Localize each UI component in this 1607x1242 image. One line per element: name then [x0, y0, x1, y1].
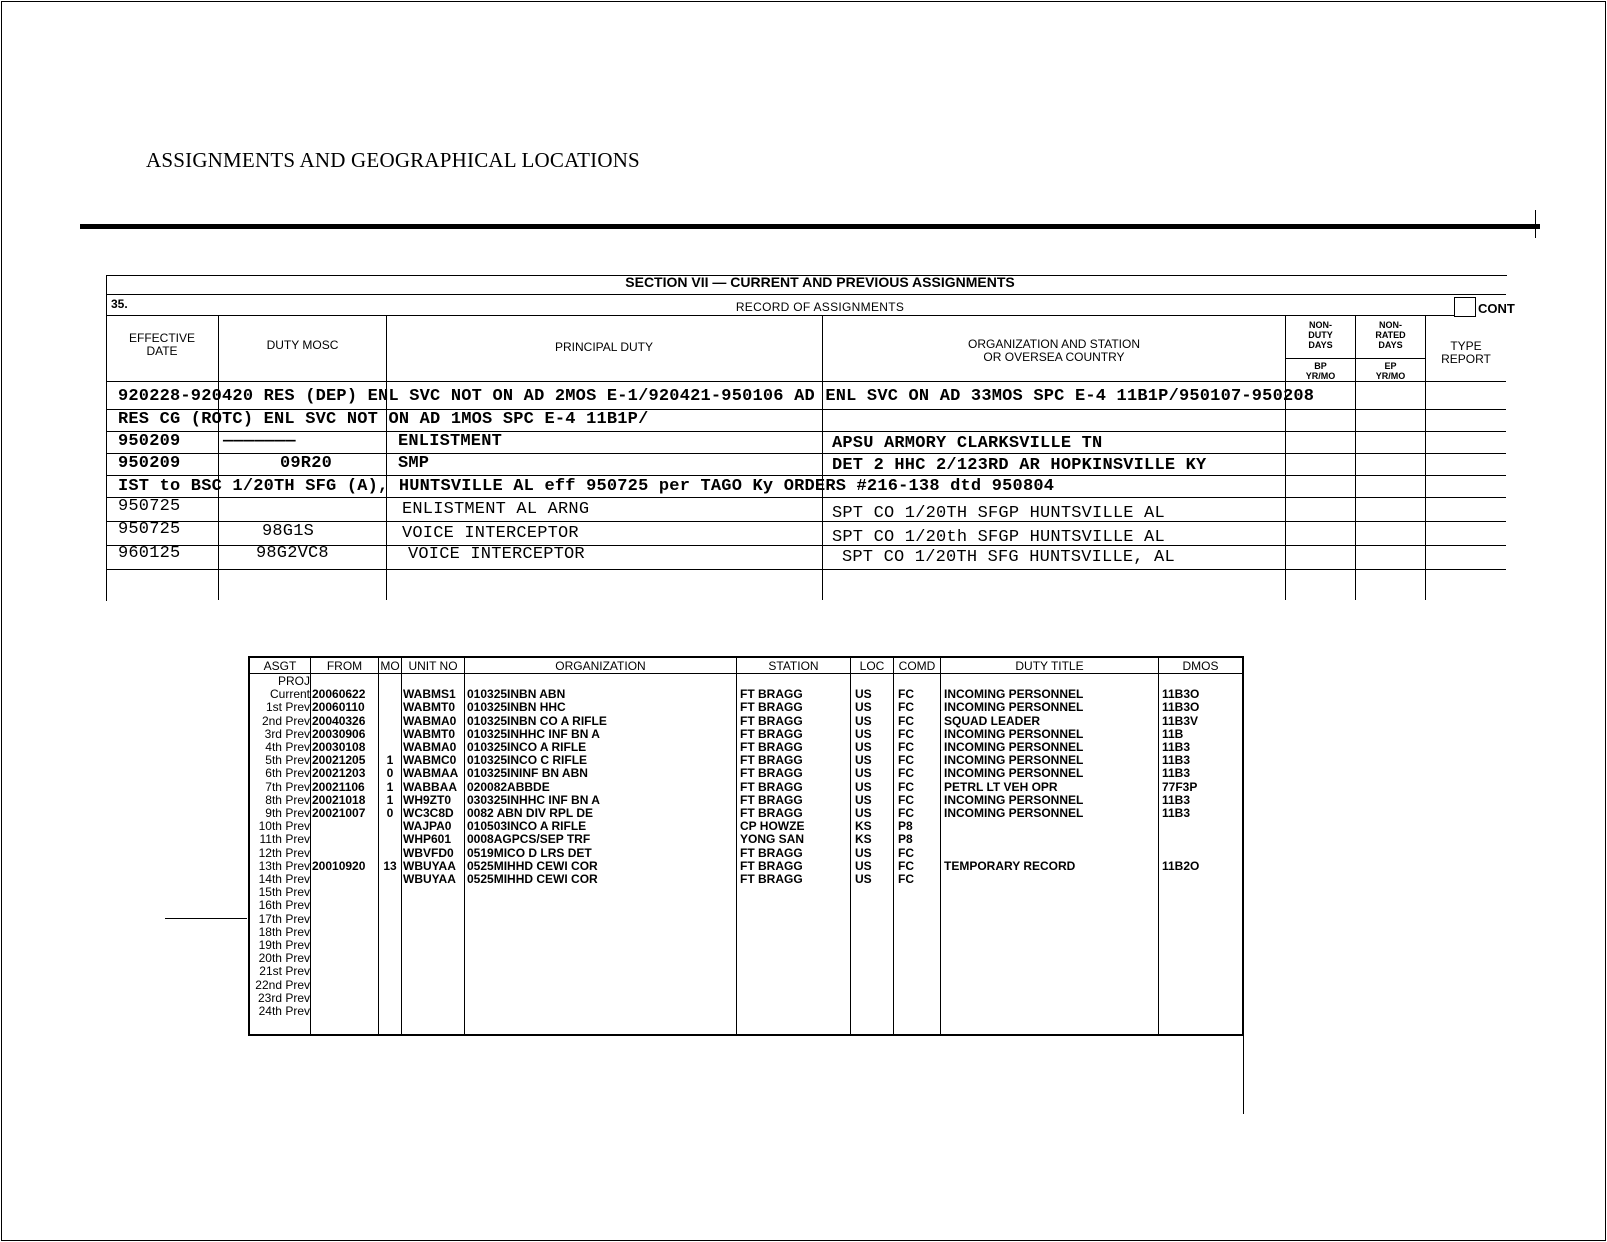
organization: 010325ININF BN ABN	[467, 766, 588, 781]
record-line: IST to BSC 1/20TH SFG (A), HUNTSVILLE AL eff 950725 per TAGO Ky ORDERS #216-138 dtd 950804	[118, 477, 1055, 496]
command: FC	[898, 740, 914, 754]
principal-duty: VOICE INTERCEPTOR	[402, 524, 579, 543]
column-divider	[1355, 315, 1356, 600]
header-comd: COMD	[898, 659, 936, 673]
duty-mosc: ———————	[223, 432, 296, 451]
principal-duty: ENLISTMENT AL ARNG	[402, 500, 590, 519]
header-rule	[250, 673, 1242, 674]
organization: 0082 ABN DIV RPL DE	[467, 806, 594, 820]
asgt-label: 22nd Prev	[255, 977, 310, 992]
header-non-duty-days: NON- DUTY DAYS	[1308, 320, 1333, 350]
table-row	[250, 807, 1242, 820]
location: US	[855, 845, 872, 860]
item-number: 35.	[111, 297, 128, 311]
station: FT BRAGG	[740, 845, 803, 860]
header-mo: MO	[380, 659, 400, 673]
station: FT BRAGG	[740, 779, 803, 794]
page-title: ASSIGNMENTS AND GEOGRAPHICAL LOCATIONS	[146, 148, 640, 172]
unit-no: WABMT0	[403, 726, 455, 741]
asgt-label: 14th Prev	[258, 872, 310, 886]
header-unit-no: UNIT NO	[408, 659, 458, 673]
station: FT BRAGG	[740, 753, 803, 768]
table-row	[250, 926, 1242, 939]
column-divider	[822, 315, 823, 600]
asgt-label: 16th Prev	[258, 898, 310, 913]
duty-title: INCOMING PERSONNEL	[944, 740, 1084, 754]
effective-date: 960125	[118, 544, 181, 563]
duty-title: TEMPORARY RECORD	[944, 858, 1076, 873]
cont-label: CONT	[1478, 301, 1515, 316]
duty-title: INCOMING PERSONNEL	[944, 792, 1084, 807]
asgt-label: 9th Prev	[265, 806, 310, 820]
header-asgt: ASGT	[263, 659, 297, 673]
organization: 0008AGPCS/SEP TRF	[467, 832, 591, 847]
command: FC	[898, 766, 914, 781]
rule	[106, 521, 1506, 522]
location: US	[855, 726, 872, 741]
header-organization: ORGANIZATION	[555, 659, 646, 673]
asgt-label: 23rd Prev	[257, 990, 310, 1005]
dmos: 11B3	[1162, 766, 1191, 781]
organization-station: DET 2 HHC 2/123RD AR HOPKINSVILLE KY	[832, 456, 1207, 475]
location: US	[855, 792, 872, 807]
command: P8	[898, 819, 913, 834]
organization: 010503INCO A RIFLE	[467, 819, 587, 834]
principal-duty: ENLISTMENT	[398, 432, 503, 451]
header-organization-station: ORGANIZATION AND STATION OR OVERSEA COUNTRY	[967, 337, 1140, 364]
table-row	[250, 860, 1242, 873]
asgt-label: 7th Prev	[265, 779, 310, 794]
organization-station: SPT CO 1/20TH SFG HUNTSVILLE, AL	[842, 548, 1175, 567]
asgt-label: 19th Prev	[258, 938, 310, 952]
table-row	[250, 741, 1242, 754]
organization: 010325INHHC INF BN A	[467, 726, 600, 741]
unit-no: WABMA0	[403, 740, 457, 754]
command: P8	[898, 832, 913, 847]
organization: 030325INHHC INF BN A	[467, 792, 600, 807]
table-row	[250, 939, 1242, 952]
stray-mark	[1243, 674, 1244, 1114]
asgt-label: 21st Prev	[259, 964, 310, 979]
duty-title: INCOMING PERSONNEL	[944, 766, 1084, 781]
command: FC	[898, 845, 914, 860]
table-row	[250, 754, 1242, 767]
header-station: STATION	[768, 659, 819, 673]
header-duty-mosc: DUTY MOSC	[266, 338, 339, 352]
organization-station: SPT CO 1/20TH SFGP HUNTSVILLE AL	[832, 504, 1165, 523]
dmos: 11B3	[1162, 792, 1191, 807]
station: FT BRAGG	[740, 858, 803, 873]
dmos: 11B3V	[1162, 713, 1199, 728]
dmos: 11B3	[1162, 753, 1191, 768]
header-loc: LOC	[859, 659, 885, 673]
table-row	[250, 781, 1242, 794]
column-divider	[386, 315, 387, 600]
dmos: 11B2O	[1162, 858, 1200, 873]
station: CP HOWZE	[740, 819, 805, 834]
table-row	[250, 952, 1242, 965]
table-row	[250, 886, 1242, 899]
dmos: 11B3	[1162, 806, 1191, 820]
form-top-rule	[80, 224, 1540, 229]
column-divider	[218, 315, 219, 600]
station: FT BRAGG	[740, 713, 803, 728]
from-date: 20021018	[312, 792, 366, 807]
location: US	[855, 687, 872, 702]
section-title: SECTION VII — CURRENT AND PREVIOUS ASSIGNMENTS	[625, 274, 1015, 290]
months: 0	[386, 766, 394, 781]
command: FC	[898, 779, 914, 794]
unit-no: WAJPA0	[403, 819, 452, 834]
table-row	[250, 688, 1242, 701]
months: 1	[386, 779, 394, 794]
cont-checkbox[interactable]	[1454, 297, 1476, 317]
stray-mark	[165, 918, 247, 919]
duty-title: INCOMING PERSONNEL	[944, 700, 1084, 715]
organization-station: SPT CO 1/20th SFGP HUNTSVILLE AL	[832, 528, 1165, 547]
asgt-label: 24th Prev	[258, 1004, 310, 1018]
location: US	[855, 753, 872, 768]
station: FT BRAGG	[740, 872, 803, 886]
asgt-label: 11th Prev	[259, 832, 310, 847]
asgt-label: 12th Prev	[258, 845, 310, 860]
organization: 0519MICO D LRS DET	[467, 845, 592, 860]
asgt-label: 3rd Prev	[264, 726, 310, 741]
location: US	[855, 740, 872, 754]
column-divider	[1285, 315, 1286, 600]
asgt-label: Current	[269, 687, 310, 702]
asgt-label: 6th Prev	[265, 766, 310, 781]
location: US	[855, 713, 872, 728]
table-row	[250, 715, 1242, 728]
table-row	[250, 899, 1242, 912]
location: US	[855, 700, 872, 715]
location: US	[855, 872, 872, 886]
table-row	[250, 1005, 1242, 1018]
unit-no: WHP601	[403, 832, 452, 847]
command: FC	[898, 858, 914, 873]
record-line: 920228-920420 RES (DEP) ENL SVC NOT ON AD 2MOS E-1/920421-950106 AD ENL SVC ON AD 33MOS SPC E-4 11B1P/950107-950208	[118, 387, 1315, 406]
rule	[106, 497, 1506, 498]
location: US	[855, 858, 872, 873]
months: 0	[386, 806, 394, 820]
effective-date: 950209	[118, 454, 181, 473]
dmos: 11B3O	[1162, 700, 1200, 715]
rule	[106, 569, 1506, 570]
header-non-rated-days: NON- RATED DAYS	[1375, 320, 1406, 350]
duty-mosc: 98G2VC8	[256, 544, 329, 563]
unit-no: WC3C8D	[403, 806, 454, 820]
header-effective-date: EFFECTIVE DATE	[128, 331, 195, 358]
organization: 0525MIHHD CEWI COR	[467, 858, 598, 873]
rule	[106, 475, 1506, 476]
record-line: RES CG (ROTC) ENL SVC NOT ON AD 1MOS SPC E-4 11B1P/	[118, 410, 649, 429]
organization: 010325INCO C RIFLE	[467, 753, 588, 768]
station: FT BRAGG	[740, 792, 803, 807]
asgt-label: 15th Prev	[258, 885, 310, 900]
table-row	[250, 965, 1242, 978]
command: FC	[898, 700, 914, 715]
dmos: 11B3O	[1162, 687, 1200, 702]
unit-no: WABMT0	[403, 700, 455, 715]
table-row	[250, 979, 1242, 992]
from-date: 20040326	[312, 713, 366, 728]
duty-mosc: 98G1S	[262, 522, 315, 541]
asgt-label: 2nd Prev	[261, 713, 310, 728]
asgt-label: 1st Prev	[265, 700, 310, 715]
duty-title: SQUAD LEADER	[944, 713, 1041, 728]
assignment-record-form	[80, 224, 1540, 604]
asgt-label: 10th Prev	[258, 819, 310, 834]
table-row	[250, 833, 1242, 846]
months: 1	[386, 753, 394, 768]
header-ep-yrmo: EP YR/MO	[1375, 361, 1406, 381]
from-date: 20060622	[312, 687, 366, 702]
record-title: RECORD OF ASSIGNMENTS	[735, 300, 905, 314]
asgt-label: PROJ	[277, 674, 310, 688]
asgt-label: 5th Prev	[265, 753, 310, 768]
location: KS	[855, 832, 872, 847]
dmos: 77F3P	[1162, 779, 1198, 794]
effective-date: 950725	[118, 520, 181, 539]
organization: 010325INBN HHC	[467, 700, 566, 715]
assignment-history-table	[248, 656, 1244, 1036]
asgt-label: 13th Prev	[258, 858, 310, 873]
stray-mark	[1535, 210, 1536, 238]
from-date: 20030108	[312, 740, 366, 754]
location: US	[855, 806, 872, 820]
from-date: 20021203	[312, 766, 366, 781]
header-principal-duty: PRINCIPAL DUTY	[554, 340, 653, 354]
from-date: 20021106	[312, 779, 365, 794]
rule	[106, 431, 1506, 432]
header-type-report: TYPE REPORT	[1441, 339, 1491, 366]
duty-title: INCOMING PERSONNEL	[944, 687, 1084, 702]
organization: 0525MIHHD CEWI COR	[467, 872, 598, 886]
header-duty-title: DUTY TITLE	[1015, 659, 1084, 673]
location: US	[855, 779, 872, 794]
table-row	[250, 913, 1242, 926]
duty-title: PETRL LT VEH OPR	[944, 779, 1058, 794]
asgt-label: 20th Prev	[258, 951, 310, 966]
principal-duty: SMP	[398, 454, 430, 473]
location: KS	[855, 819, 872, 834]
organization: 020082ABBDE	[467, 779, 550, 794]
principal-duty: VOICE INTERCEPTOR	[408, 545, 585, 564]
rule	[106, 381, 1506, 382]
station: FT BRAGG	[740, 726, 803, 741]
from-date: 20010920	[312, 858, 366, 873]
months: 1	[386, 792, 394, 807]
header-bp-yrmo: BP YR/MO	[1305, 361, 1336, 381]
unit-no: WBVFD0	[403, 845, 454, 860]
header-from: FROM	[326, 659, 363, 673]
from-date: 20021205	[312, 753, 366, 768]
table-row	[250, 767, 1242, 780]
table-row	[250, 675, 1242, 688]
unit-no: WABBAA	[403, 779, 457, 794]
unit-no: WABMC0	[403, 753, 457, 768]
command: FC	[898, 792, 914, 807]
table-row	[250, 820, 1242, 833]
page-border	[1, 1, 1606, 1241]
duty-title: INCOMING PERSONNEL	[944, 726, 1084, 741]
command: FC	[898, 713, 914, 728]
duty-mosc: 09R20	[280, 454, 333, 473]
from-date: 20030906	[312, 726, 366, 741]
rule	[106, 315, 1454, 316]
station: FT BRAGG	[740, 687, 803, 702]
unit-no: WBUYAA	[403, 872, 456, 886]
location: US	[855, 766, 872, 781]
unit-no: WABMS1	[403, 687, 456, 702]
table-row	[250, 794, 1242, 807]
asgt-label: 18th Prev	[258, 924, 310, 939]
organization: 010325INBN CO A RIFLE	[467, 713, 607, 728]
table-row	[250, 728, 1242, 741]
table-row	[250, 873, 1242, 886]
effective-date: 950209	[118, 432, 181, 451]
from-date: 20060110	[312, 700, 365, 715]
dmos: 11B	[1162, 726, 1184, 741]
from-date: 20021007	[312, 806, 366, 820]
dmos: 11B3	[1162, 740, 1191, 754]
command: FC	[898, 687, 914, 702]
organization-station: APSU ARMORY CLARKSVILLE TN	[832, 434, 1103, 453]
station: YONG SAN	[740, 832, 805, 847]
unit-no: WABMA0	[403, 713, 457, 728]
organization: 010325INBN ABN	[467, 687, 566, 702]
station: FT BRAGG	[740, 806, 803, 820]
organization: 010325INCO A RIFLE	[467, 740, 587, 754]
asgt-label: 4th Prev	[265, 740, 310, 754]
command: FC	[898, 872, 914, 886]
table-row	[250, 992, 1242, 1005]
asgt-label: 17th Prev	[258, 911, 310, 926]
asgt-label: 8th Prev	[265, 792, 310, 807]
station: FT BRAGG	[740, 740, 803, 754]
effective-date: 950725	[118, 497, 181, 516]
command: FC	[898, 726, 914, 741]
unit-no: WH9ZT0	[403, 792, 451, 807]
months: 13	[383, 858, 397, 873]
unit-no: WABMAA	[403, 766, 459, 781]
station: FT BRAGG	[740, 700, 803, 715]
rule	[106, 294, 1506, 295]
table-row	[250, 701, 1242, 714]
duty-title: INCOMING PERSONNEL	[944, 806, 1084, 820]
table-row	[250, 847, 1242, 860]
command: FC	[898, 753, 914, 768]
duty-title: INCOMING PERSONNEL	[944, 753, 1084, 768]
header-dmos: DMOS	[1182, 659, 1219, 673]
unit-no: WBUYAA	[403, 858, 456, 873]
station: FT BRAGG	[740, 766, 803, 781]
command: FC	[898, 806, 914, 820]
